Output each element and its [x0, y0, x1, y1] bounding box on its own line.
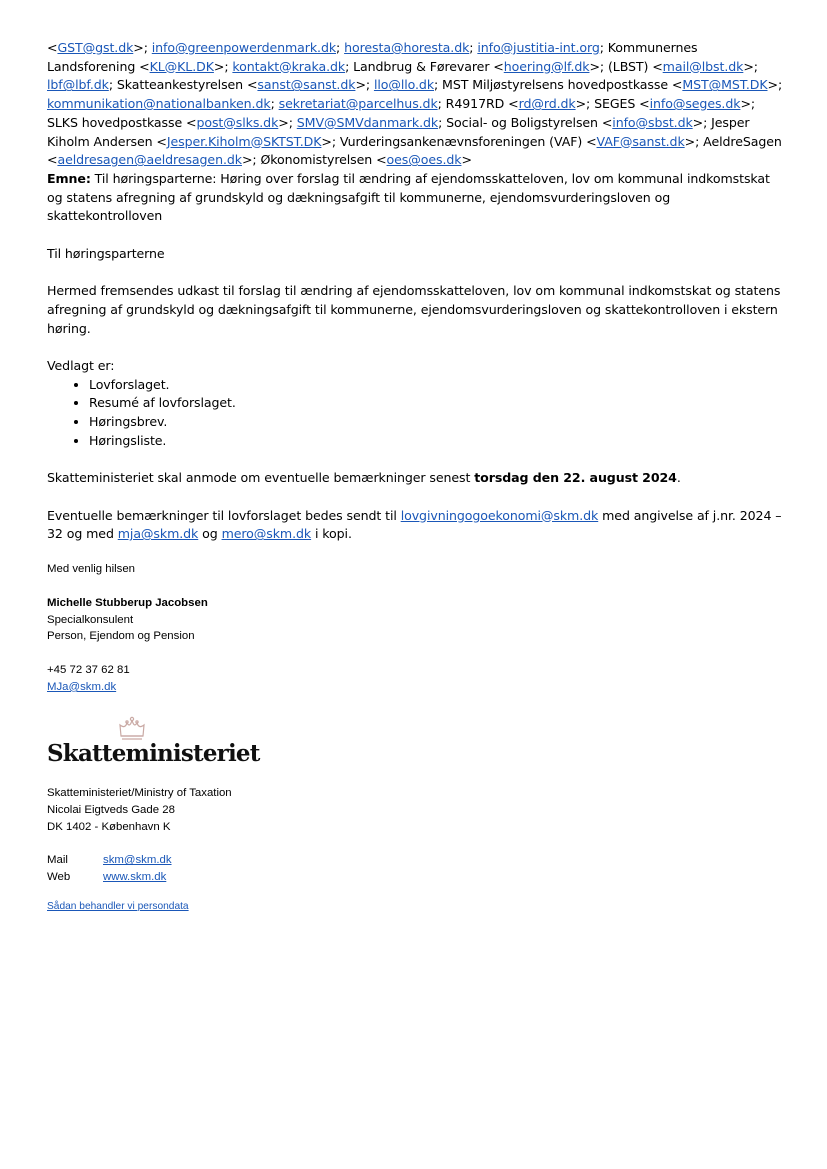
web-row [47, 869, 232, 886]
subject-line [47, 170, 787, 226]
recipient-text: >; [355, 77, 374, 93]
contact-block [47, 785, 232, 916]
mail-label: Mail [47, 854, 68, 867]
recipient-email-link[interactable]: MST@MST.DK [682, 77, 768, 93]
recipient-email-link[interactable]: kommunikation@nationalbanken.dk [47, 96, 271, 112]
attached-label: Vedlagt er: [47, 357, 115, 373]
recipient-text: ; [469, 40, 478, 55]
recipient-text: ; Social- og Boligstyrelsen < [438, 114, 613, 130]
recipient-email-link[interactable]: KL@KL.DK [149, 58, 214, 74]
recipient-text: >; SLKS hovedpostkasse < [47, 96, 756, 130]
crown-icon [117, 716, 147, 740]
sender-title: Specialkonsulent [47, 613, 134, 626]
recipient-email-link[interactable]: info@seges.dk [649, 96, 741, 112]
recipient-text: >; [767, 77, 783, 93]
recipient-text: ; MST Miljøstyrelsens hovedpostkasse < [434, 77, 683, 93]
sender-phone: +45 72 37 62 81 [47, 664, 130, 677]
deadline-paragraph [47, 469, 787, 488]
recipient-text: >; [743, 58, 758, 74]
org-name: Skatteministeriet/Ministry of Taxation [47, 787, 232, 799]
recipient-email-link[interactable]: info@justitia-int.org [477, 40, 600, 55]
remarks-paragraph [47, 507, 787, 544]
recipient-email-link[interactable]: oes@oes.dk [386, 152, 462, 168]
remarks-text: Eventuelle bemærkninger til lovforslaget bedes sendt til [47, 507, 401, 523]
recipients-list [47, 39, 787, 170]
recipient-text: ; Kommunernes Landsforening < [47, 40, 698, 74]
recipient-text: >; [213, 58, 233, 74]
privacy-link[interactable]: Sådan behandler vi persondata [47, 900, 189, 912]
web-label: Web [47, 871, 71, 884]
recipient-email-link[interactable]: post@slks.dk [196, 114, 279, 130]
mail-row [47, 852, 232, 869]
recipient-text: >; AeldreSagen < [47, 133, 782, 168]
recipient-text: ; Skatteankestyrelsen < [108, 77, 258, 93]
recipient-text: < [47, 40, 58, 55]
recipient-email-link[interactable]: Jesper.Kiholm@SKTST.DK [166, 133, 322, 149]
greeting: Til høringsparterne [47, 245, 165, 261]
recipient-email-link[interactable]: GST@gst.dk [57, 40, 134, 55]
recipient-email-link[interactable]: llo@llo.dk [373, 77, 435, 93]
recipient-email-link[interactable]: info@sbst.dk [612, 114, 693, 130]
recipient-email-link[interactable]: hoering@lf.dk [503, 58, 590, 74]
recipient-text: >; [133, 40, 152, 55]
recipient-text: ; [270, 96, 279, 112]
sender-name: Michelle Stubberup Jacobsen [47, 596, 208, 609]
recipient-email-link[interactable]: mail@lbst.dk [662, 58, 744, 74]
signature-block [47, 561, 787, 696]
attachment-list [47, 376, 787, 451]
attachment-item: • Resumé af lovforslaget. [89, 394, 787, 413]
closing-text: Med venlig hilsen [47, 562, 136, 575]
sender-email-link[interactable]: MJa@skm.dk [47, 680, 117, 693]
recipient-text: >; Vurderingsankenævnsforeningen (VAF) < [321, 133, 597, 149]
recipient-email-link[interactable]: kontakt@kraka.dk [232, 58, 346, 74]
recipient-text: >; [278, 114, 297, 130]
attachment-item: • Høringsbrev. [89, 413, 787, 432]
recipient-text: > [461, 152, 472, 168]
recipient-email-link[interactable]: horesta@horesta.dk [344, 40, 470, 55]
deadline-end: . [676, 470, 681, 486]
recipient-text: >; (LBST) < [589, 58, 663, 74]
cc-email-link-1[interactable]: mja@skm.dk [117, 526, 199, 542]
subject-text: Til høringsparterne: Høring over forslag til ændring af ejendomsskatteloven, lov om kommunal indkomstskat og statens afregning af grundskyld og dækningsafgift til kommunerne, ejendomsvurderingsloven og skattekontrolloven [47, 170, 770, 224]
attachment-item: • Lovforslaget. [89, 376, 787, 395]
remarks-text-and: og [198, 526, 222, 542]
remarks-text-mid: med angivelse af j.nr. 2024 – 32 og med [47, 507, 782, 542]
recipient-text: >; Økonomistyrelsen < [241, 152, 387, 168]
recipient-text: ; [336, 40, 345, 55]
intro-paragraph: Hermed fremsendes udkast til forslag til ændring af ejendomsskatteloven, lov om kommunal indkomstskat og statens afregning af grundskyld og dækningsafgift til kommunerne, ejendomsvurderingsloven og skattekontrolloven i ekstern høring. [47, 283, 781, 336]
recipient-email-link[interactable]: sanst@sanst.dk [257, 77, 356, 93]
deadline-date: torsdag den 22. august 2024 [474, 470, 677, 486]
sender-department: Person, Ejendom og Pension [47, 630, 195, 643]
org-city: DK 1402 - København K [47, 820, 171, 833]
recipient-email-link[interactable]: sekretariat@parcelhus.dk [278, 96, 438, 112]
recipient-email-link[interactable]: info@greenpowerdenmark.dk [151, 40, 337, 55]
org-web-link[interactable]: www.skm.dk [103, 871, 167, 884]
remarks-email-link[interactable]: lovgivningogoekonomi@skm.dk [400, 507, 599, 523]
recipient-text: ; Landbrug & Førevarer < [345, 58, 504, 74]
recipient-text: >; Jesper Kiholm Andersen < [47, 114, 750, 149]
org-mail-link[interactable]: skm@skm.dk [103, 854, 172, 867]
subject-label: Emne: [47, 170, 91, 186]
deadline-text: Skatteministeriet skal anmode om eventuelle bemærkninger senest [47, 470, 475, 486]
recipient-email-link[interactable]: rd@rd.dk [518, 96, 576, 112]
org-street: Nicolai Eigtveds Gade 28 [47, 803, 175, 816]
attachment-item: • Høringsliste. [89, 432, 787, 451]
recipient-text: >; SEGES < [575, 96, 650, 112]
remarks-text-end: i kopi. [311, 526, 352, 542]
recipient-email-link[interactable]: aeldresagen@aeldresagen.dk [57, 152, 242, 168]
recipient-email-link[interactable]: lbf@lbf.dk [47, 77, 109, 93]
email-document [47, 39, 787, 696]
recipient-email-link[interactable]: SMV@SMVdanmark.dk [296, 114, 439, 130]
cc-email-link-2[interactable]: mero@skm.dk [221, 526, 312, 542]
recipient-email-link[interactable]: VAF@sanst.dk [596, 133, 685, 149]
ministry-logo-wordmark: Skatteministeriet [47, 740, 260, 767]
recipient-text: ; R4917RD < [437, 96, 519, 112]
